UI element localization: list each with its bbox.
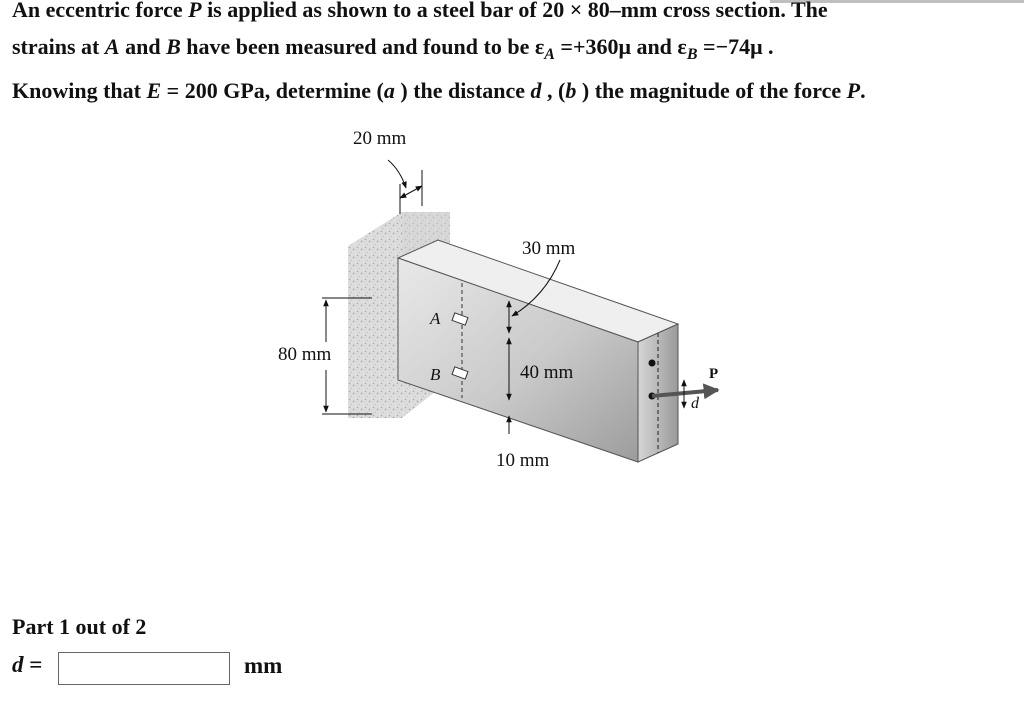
problem-line-1: An eccentric force P is applied as shown to a steel bar of 20 × 80–mm cross section. The <box>12 0 828 22</box>
dim-10mm: 10 mm <box>496 450 550 471</box>
label-b: B <box>430 365 441 384</box>
answer-unit: mm <box>244 653 283 678</box>
steel-bar <box>398 240 678 462</box>
part-label: Part 1 out of 2 <box>12 614 147 639</box>
problem-line-2: strains at A and B have been measured and found to be $\varepsilon_A =+360\mu$ and $\varepsilon_B =-74\mu$ . <box>12 34 774 63</box>
dim-80mm: 80 mm <box>278 344 332 365</box>
label-a: A <box>430 309 441 328</box>
problem-line-3: Knowing that E = 200 GPa, determine (a ) the distance d , (b ) the magnitude of the force P. <box>12 78 866 103</box>
dim-40mm: 40 mm <box>520 362 574 383</box>
label-d: d <box>691 395 699 412</box>
label-p: P <box>709 366 719 382</box>
answer-variable: d = <box>12 652 43 677</box>
answer-input[interactable] <box>58 652 230 685</box>
bar-figure <box>260 118 760 490</box>
dim-30mm: 30 mm <box>522 238 576 259</box>
dim-20mm: 20 mm <box>353 128 407 149</box>
